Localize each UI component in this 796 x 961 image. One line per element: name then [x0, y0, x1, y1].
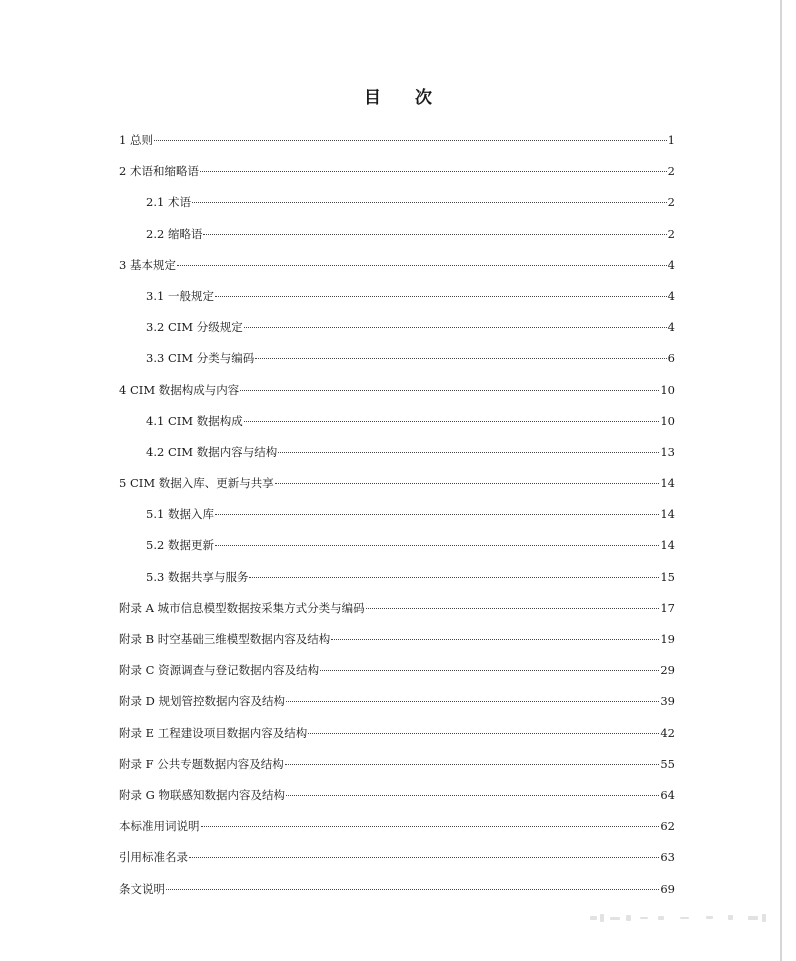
toc-entry[interactable]	[119, 847, 675, 878]
toc-dot-leader	[215, 296, 667, 297]
toc-entry-label: 3.2 CIM 分级规定	[146, 320, 243, 335]
toc-entry[interactable]	[119, 255, 675, 286]
toc-entry[interactable]	[119, 879, 675, 910]
page-edge	[780, 0, 782, 961]
toc-entry-page-number: 42	[660, 725, 675, 740]
toc-dot-leader	[286, 795, 659, 796]
toc-entry[interactable]	[119, 442, 675, 473]
toc-dot-leader	[192, 202, 667, 203]
toc-entry[interactable]	[119, 317, 675, 348]
toc-entry-label: 2.2 缩略语	[146, 226, 203, 241]
page-title: 目 次	[364, 88, 446, 109]
toc-entry[interactable]	[119, 598, 675, 629]
toc-dot-leader	[154, 140, 667, 141]
toc-entry-label: 附录 F 公共专题数据内容及结构	[119, 756, 284, 771]
toc-entry-label: 附录 B 时空基础三维模型数据内容及结构	[119, 632, 331, 646]
toc-dot-leader	[203, 234, 666, 235]
toc-entry[interactable]	[119, 723, 675, 754]
toc-entry-label: 附录 C 资源调查与登记数据内容及结构	[119, 663, 320, 678]
toc-entry[interactable]	[119, 535, 675, 566]
toc-entry-label: 附录 D 规划管控数据内容及结构	[119, 694, 286, 709]
toc-entry-page-number: 62	[660, 819, 675, 834]
toc-entry-page-number: 4	[667, 288, 675, 303]
toc-entry-label: 4.1 CIM 数据构成	[146, 413, 243, 428]
toc-entry-label: 1 总则	[119, 133, 153, 147]
toc-dot-leader	[200, 171, 667, 172]
toc-entry-label: 4.2 CIM 数据内容与结构	[146, 444, 278, 459]
toc-entry-page-number: 10	[660, 382, 675, 397]
toc-entry-label: 附录 G 物联感知数据内容及结构	[119, 787, 285, 802]
toc-entry-page-number: 4	[667, 320, 675, 335]
toc-entry-page-number: 69	[660, 881, 675, 896]
toc-entry-page-number: 14	[660, 476, 675, 491]
toc-entry[interactable]	[119, 130, 675, 161]
toc-dot-leader	[285, 764, 660, 765]
toc-entry-page-number: 17	[660, 600, 675, 615]
toc-entry-label: 3 基本规定	[119, 257, 176, 272]
toc-entry-label: 5.2 数据更新	[146, 538, 214, 553]
toc-entry[interactable]	[119, 816, 675, 847]
toc-dot-leader	[278, 452, 659, 453]
toc-entry-page-number: 14	[660, 507, 675, 522]
toc-entry-label: 引用标准名录	[119, 850, 188, 865]
toc-dot-leader	[275, 483, 660, 484]
toc-dot-leader	[201, 826, 660, 827]
toc-entry-page-number: 6	[667, 351, 675, 366]
toc-entry-page-number: 2	[667, 164, 675, 179]
toc-dot-leader	[255, 358, 666, 359]
toc-entry-page-number: 63	[660, 850, 675, 865]
toc-entry-label: 5.3 数据共享与服务	[146, 569, 249, 584]
toc-dot-leader	[215, 545, 659, 546]
toc-entry-label: 5.1 数据入库	[146, 507, 214, 522]
toc-entry-label: 3.1 一般规定	[146, 288, 214, 303]
toc-dot-leader	[366, 608, 660, 609]
toc-entry[interactable]	[119, 660, 675, 691]
toc-entry[interactable]	[119, 411, 675, 442]
toc-entry-label: 附录 A 城市信息模型数据按采集方式分类与编码	[119, 600, 365, 615]
toc-dot-leader	[286, 701, 659, 702]
toc-entry[interactable]	[119, 473, 675, 504]
toc-entry[interactable]	[119, 629, 675, 660]
toc-dot-leader	[215, 514, 659, 515]
toc-entry-label: 2 术语和缩略语	[119, 164, 199, 179]
toc-entry-page-number: 1	[667, 133, 675, 147]
toc-entry[interactable]	[119, 192, 675, 223]
table-of-contents	[119, 130, 675, 910]
toc-entry-page-number: 4	[667, 257, 675, 272]
toc-dot-leader	[240, 390, 659, 391]
toc-entry[interactable]	[119, 224, 675, 255]
toc-dot-leader	[308, 733, 659, 734]
toc-entry[interactable]	[119, 754, 675, 785]
toc-entry-page-number: 15	[660, 569, 675, 584]
toc-dot-leader	[320, 670, 659, 671]
toc-dot-leader	[249, 577, 659, 578]
watermark	[588, 911, 770, 925]
toc-entry-page-number: 39	[660, 694, 675, 709]
toc-dot-leader	[244, 327, 667, 328]
toc-entry[interactable]	[119, 286, 675, 317]
toc-entry-page-number: 13	[660, 444, 675, 459]
toc-entry-label: 5 CIM 数据入库、更新与共享	[119, 476, 274, 491]
toc-dot-leader	[189, 857, 659, 858]
toc-entry[interactable]	[119, 567, 675, 598]
toc-entry[interactable]	[119, 348, 675, 379]
toc-entry-label: 2.1 术语	[146, 195, 191, 210]
toc-entry[interactable]	[119, 161, 675, 192]
toc-entry-page-number: 2	[667, 195, 675, 210]
toc-entry-page-number: 64	[660, 787, 675, 802]
toc-dot-leader	[331, 639, 659, 640]
toc-entry-page-number: 14	[660, 538, 675, 553]
toc-entry-page-number: 2	[667, 226, 675, 241]
toc-entry-page-number: 55	[660, 756, 675, 771]
toc-entry-label: 3.3 CIM 分类与编码	[146, 351, 255, 366]
toc-entry[interactable]	[119, 380, 675, 411]
toc-dot-leader	[166, 889, 659, 890]
toc-entry-label: 附录 E 工程建设项目数据内容及结构	[119, 725, 308, 740]
toc-entry-page-number: 10	[660, 413, 675, 428]
toc-entry-label: 4 CIM 数据构成与内容	[119, 382, 240, 397]
toc-entry-page-number: 29	[660, 663, 675, 678]
toc-entry[interactable]	[119, 785, 675, 816]
toc-entry[interactable]	[119, 691, 675, 722]
toc-entry-label: 本标准用词说明	[119, 819, 200, 834]
toc-entry[interactable]	[119, 504, 675, 535]
toc-entry-page-number: 19	[660, 632, 675, 646]
toc-dot-leader	[177, 265, 667, 266]
toc-entry-label: 条文说明	[119, 881, 165, 896]
toc-dot-leader	[244, 421, 660, 422]
